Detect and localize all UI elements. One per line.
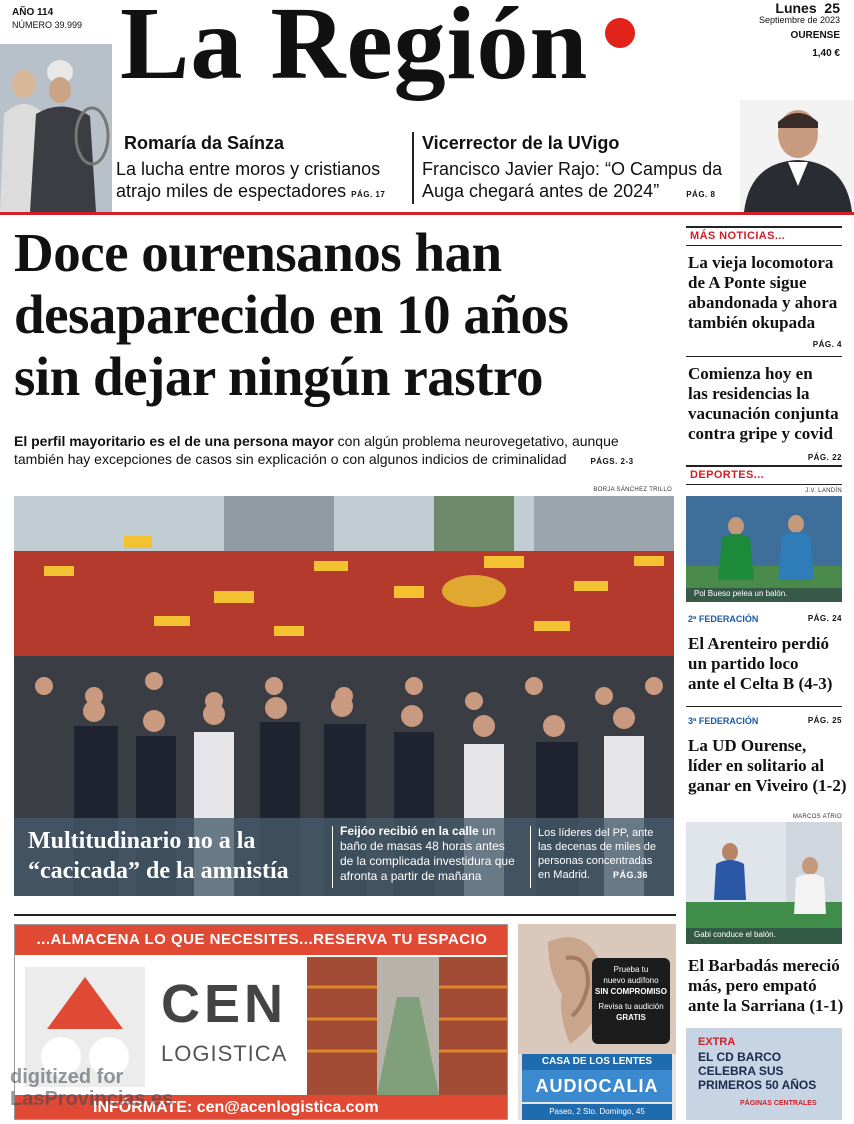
audio-note-5: GRATIS xyxy=(616,1013,646,1022)
sport-photo-1-caption: Pol Bueso pelea un balón. xyxy=(694,589,788,598)
audio-note-3: SIN COMPROMISO xyxy=(594,987,667,996)
issue-number: NÚMERO 39.999 xyxy=(12,20,83,30)
extra-headline xyxy=(698,1050,816,1092)
ads-top-rule xyxy=(14,914,676,916)
sport-news-3-line2: más, pero empató xyxy=(688,976,817,995)
teaser-2-line1: Francisco Javier Rajo: “O Campus da xyxy=(422,159,723,179)
sidebar-top-rule xyxy=(686,226,842,228)
sport-news-2-line2: líder en solitario al xyxy=(688,756,825,775)
edition: OURENSE xyxy=(790,30,840,41)
sport-news-1-line2: un partido loco xyxy=(688,654,799,673)
audio-promo-note xyxy=(592,958,670,1044)
deck-rest: con algún problema neurovegetativo, aunque xyxy=(333,433,619,449)
caption-mid-bold: Feijóo recibió en la calle xyxy=(340,824,479,838)
side-news-1-line3: abandonada y ahora xyxy=(688,293,838,312)
sport-news-1-line3: ante el Celta B (4-3) xyxy=(688,674,833,693)
ad-cen-top-banner: ...ALMACENA LO QUE NECESITES...RESERVA TU ESPACIO xyxy=(15,925,508,955)
side-news-1-line1: La vieja locomotora xyxy=(688,253,834,272)
fed2-page: PÁG. 24 xyxy=(807,614,842,623)
cen-email: INFÓRMATE: cen@acenlogistica.com xyxy=(15,1095,508,1120)
month-year: Septiembre de 2023 xyxy=(758,15,840,25)
teaser-1-text[interactable] xyxy=(116,158,406,206)
teaser-1-line2: atrajo miles de espectadores xyxy=(116,181,347,201)
date-block xyxy=(759,2,840,60)
mas-noticias-label[interactable]: MÁS NOTICIAS... xyxy=(690,230,786,242)
side-news-1-line4: también okupada xyxy=(688,313,816,332)
sport-news-2[interactable] xyxy=(688,736,848,796)
digitized-watermark xyxy=(10,1066,173,1110)
sport-photo-2-caption: Gabi conduce el balón. xyxy=(694,930,776,939)
fed3-label[interactable]: 3ª FEDERACIÓN xyxy=(688,716,759,726)
sport-photo-1-credit: J.V. LANDÍN xyxy=(805,488,842,494)
teaser-divider xyxy=(412,132,414,204)
sport-news-3-line3: ante la Sarriana (1-1) xyxy=(688,996,844,1015)
side-news-2-line4: contra gripe y covid xyxy=(688,424,833,443)
teaser-1-line1: La lucha entre moros y cristianos xyxy=(116,159,381,179)
ad-audiocalia[interactable] xyxy=(518,924,676,1120)
caption-title-line2: “cacicada” de la amnistía xyxy=(28,858,289,884)
caption-divider-1 xyxy=(332,826,333,888)
fed3-page: PÁG. 25 xyxy=(807,716,842,725)
sport-news-1[interactable] xyxy=(688,634,848,694)
masthead-red-rule xyxy=(0,212,854,215)
extra-line2: CELEBRA SUS xyxy=(698,1064,784,1078)
teaser-2-line2: Auga chegará antes de 2024” xyxy=(422,181,660,201)
weekday: Lunes xyxy=(775,0,817,16)
main-photo-credit: BORJA SÁNCHEZ TRILLO xyxy=(593,487,672,493)
headline-line2: desaparecido en 10 años xyxy=(14,284,569,345)
main-headline[interactable] xyxy=(14,222,674,408)
deck-line2: también hay excepciones de casos sin explicación o con algunos indicios de criminalidad xyxy=(14,451,567,467)
caption-right-page: PÁG.36 xyxy=(613,870,649,880)
deportes-label[interactable]: DEPORTES... xyxy=(690,469,765,481)
side-news-2-line2: las residencias la xyxy=(688,384,810,403)
sidebar-rule-2 xyxy=(686,356,842,357)
sport-news-1-line1: El Arenteiro perdió xyxy=(688,634,830,653)
cen-brand: CEN xyxy=(161,974,288,1034)
audio-brand: AUDIOCALIA xyxy=(522,1070,672,1102)
sidebar-rule-3 xyxy=(686,465,842,467)
caption-divider-2 xyxy=(530,826,531,888)
extra-page: PÁGINAS CENTRALES xyxy=(740,1100,817,1107)
side-news-2-line3: vacunación conjunta xyxy=(688,404,839,423)
side-news-2-line1: Comienza hoy en xyxy=(688,364,813,383)
newspaper-logo[interactable]: La Región xyxy=(120,0,589,101)
logo-red-dot-icon xyxy=(605,18,635,48)
extra-label: EXTRA xyxy=(698,1036,736,1048)
sport-photo-1[interactable] xyxy=(686,496,842,602)
side-news-1-line2: de A Ponte sigue xyxy=(688,273,807,292)
teaser-1-page: PÁG. 17 xyxy=(351,190,386,199)
sidebar-rule-1 xyxy=(686,245,842,246)
extra-line3: PRIMEROS 50 AÑOS xyxy=(698,1078,817,1092)
teaser-1-kicker[interactable]: Romaría da Saínza xyxy=(124,133,285,153)
deck-page: PÁGS. 2-3 xyxy=(590,457,634,466)
side-news-1-page: PÁG. 4 xyxy=(812,340,842,349)
deck-bold: El perfil mayoritario es el de una persona mayor xyxy=(14,433,334,449)
extra-box[interactable] xyxy=(686,1028,842,1120)
teaser-photo-vicerrector[interactable] xyxy=(740,100,854,212)
audio-address: Paseo, 2 Sto. Domingo, 45 xyxy=(522,1104,672,1120)
warehouse-photo xyxy=(307,957,508,1095)
teaser-2-kicker[interactable]: Vicerrector de la UVigo xyxy=(422,133,620,153)
audio-note-2: nuevo audífono xyxy=(603,976,659,985)
side-news-2-page: PÁG. 22 xyxy=(807,453,842,462)
audio-note-4: Revisa tu audición xyxy=(598,1002,664,1011)
sport-news-2-line1: La UD Ourense, xyxy=(688,736,807,755)
fed2-label[interactable]: 2ª FEDERACIÓN xyxy=(688,614,759,624)
sidebar-rule-5 xyxy=(686,706,842,707)
main-deck xyxy=(14,432,679,471)
headline-line3: sin dejar ningún rastro xyxy=(14,346,543,407)
price: 1,40 € xyxy=(812,48,840,59)
sport-news-3[interactable] xyxy=(688,956,848,1016)
watermark-line2: LasProvincias.es xyxy=(10,1088,174,1110)
year-label: AÑO 114 xyxy=(12,7,54,18)
caption-title-line1: Multitudinario no a la xyxy=(28,828,256,854)
caption-mid-rest: un baño de masas 48 horas antes de la complicada investidura que afronta a partir de mañana xyxy=(340,824,515,883)
audio-note-1: Prueba tu xyxy=(613,965,649,974)
sport-news-2-line3: ganar en Viveiro (1-2) xyxy=(688,776,847,795)
teaser-photo-costumes[interactable] xyxy=(0,44,112,212)
sport-photo-2-credit: MARCOS ATRIO xyxy=(792,814,842,820)
sport-photo-2[interactable] xyxy=(686,822,842,944)
side-news-2[interactable] xyxy=(688,364,848,444)
caption-right xyxy=(538,826,666,882)
main-caption-title[interactable] xyxy=(28,826,328,886)
caption-right-text: Los líderes del PP, ante las decenas de miles de personas concentradas en Madrid. xyxy=(538,827,657,881)
sport-news-3-line1: El Barbadás mereció xyxy=(688,956,840,975)
caption-middle xyxy=(340,824,520,884)
teaser-2-text[interactable] xyxy=(422,158,740,206)
audio-brand-top: CASA DE LOS LENTES xyxy=(522,1054,672,1070)
headline-line1: Doce ourensanos han xyxy=(14,222,502,283)
cen-sub: LOGISTICA xyxy=(161,1041,288,1066)
teaser-2-page: PÁG. 8 xyxy=(686,190,716,199)
sidebar-rule-4 xyxy=(686,484,842,485)
side-news-1[interactable] xyxy=(688,253,848,333)
issue-meta xyxy=(12,6,82,31)
extra-line1: EL CD BARCO xyxy=(698,1050,782,1064)
watermark-line1: digitized for xyxy=(10,1066,124,1088)
day-number: 25 xyxy=(824,0,840,16)
